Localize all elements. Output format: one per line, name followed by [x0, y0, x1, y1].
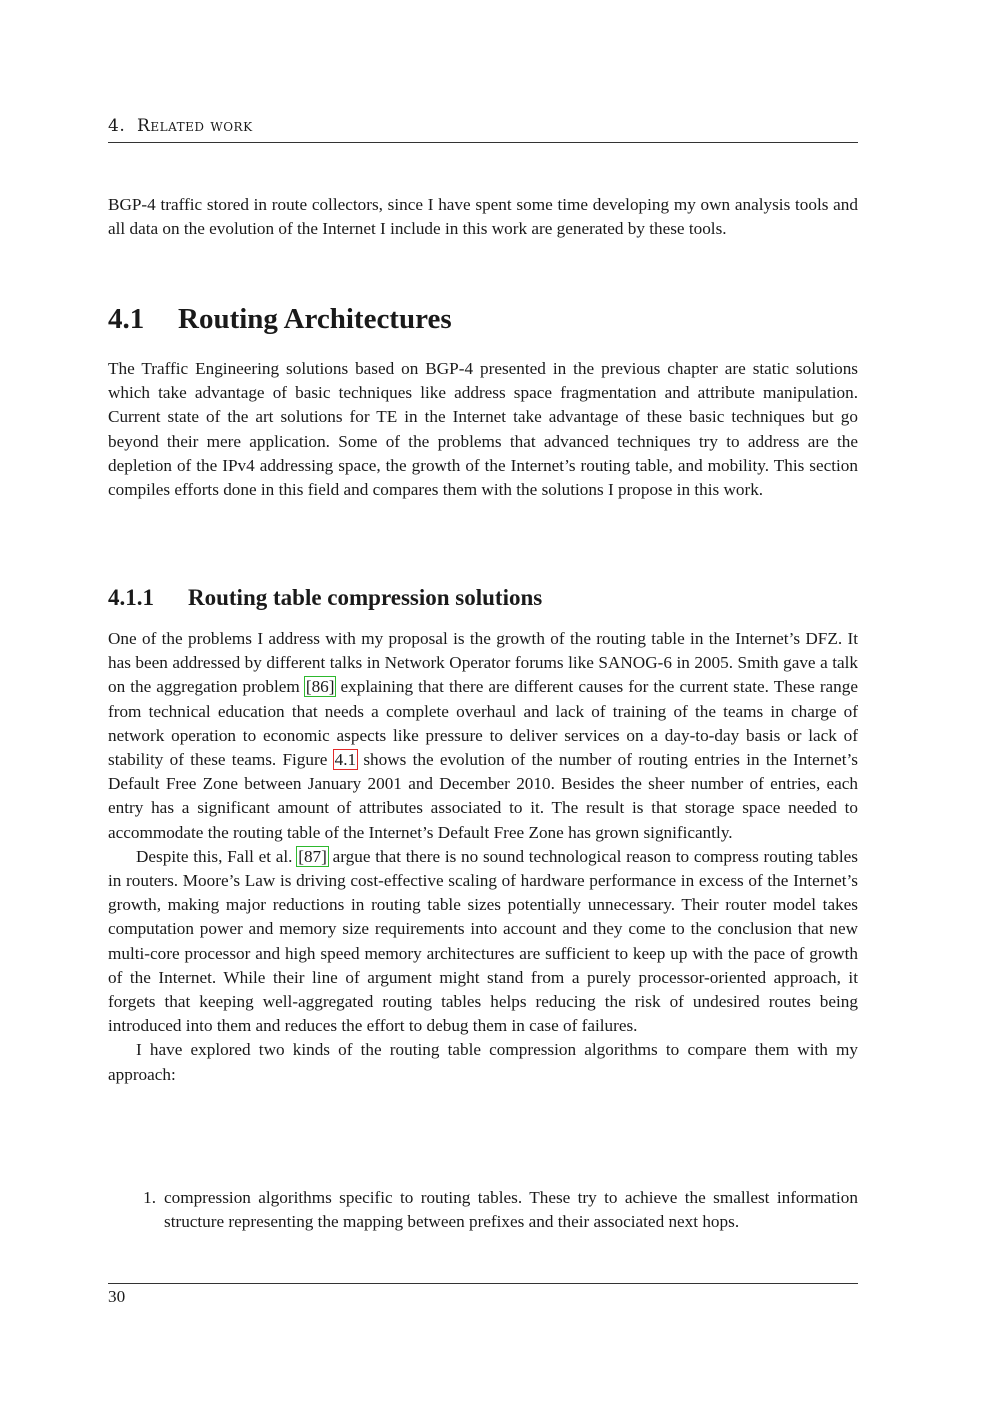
subsection-body	[108, 627, 858, 1087]
chapter-number: 4.	[108, 116, 126, 136]
figure-ref-link[interactable]: 4.1	[334, 750, 357, 770]
page-number: 30	[108, 1287, 126, 1306]
list-marker: 1.	[143, 1188, 156, 1207]
paragraph-1: One of the problems I address with my proposal is the growth of the routing table in the Internet’s DFZ. It has been addressed by different talks in Network Operator forums like SANOG-6 in 2005. Smith gave a talk on the aggregation problem [86] explaining that there are different causes for the current state. These range from technical education that needs a complete overhaul and lack of training of the teams in charge of network operation to economic aspects like pressure to deliver services on a day-to-day basis or lack of stability of these teams. Figure 4.1 shows the evolution of the number of routing entries in the Internet’s Default Free Zone between January 2001 and December 2010. Besides the sheer number of entries, each entry has a significant amount of attributes associated to it. The result is that storage space needed to accommodate the routing table of the Internet’s Default Free Zone has grown significantly.	[108, 629, 858, 842]
subsection-title: Routing table compression solutions	[188, 585, 543, 610]
section-number: 4.1	[108, 303, 145, 335]
citation-link-87[interactable]: [87]	[298, 846, 327, 866]
section-title: Routing Architectures	[178, 303, 452, 335]
list-item	[108, 1186, 858, 1234]
running-header	[108, 116, 858, 143]
section-heading	[108, 303, 452, 336]
subsection-heading	[108, 585, 542, 611]
citation-link-86[interactable]: [86]	[305, 677, 335, 697]
list-item-text: compression algorithms specific to routing tables. These try to achieve the smallest information structure representing the mapping between prefixes and their associated next hops.	[164, 1188, 858, 1232]
subsection-number: 4.1.1	[108, 585, 154, 610]
paragraph-3: I have explored two kinds of the routing table compression algorithms to compare them with my approach:	[108, 1040, 858, 1084]
intro-paragraph: BGP-4 traffic stored in route collectors, since I have spent some time developing my own analysis tools and all data on the evolution of the Internet I include in this work are generated by these tools.	[108, 195, 858, 239]
paragraph-2: Despite this, Fall et al. [87] argue that there is no sound technological reason to compress routing tables in routers. Moore’s Law is driving cost-effective scaling of hardware performance in excess of the Internet’s growth, making major reductions in routing table sizes potentially unnecessary. Their router model takes computation power and memory size requirements into account and they come to the conclusion that new multi-core processor and high speed memory architectures are sufficient to keep up with the pace of growth of the Internet. While their line of argument might stand from a purely processor-oriented approach, it forgets that keeping well-aggregated routing tables helps reducing the risk of undesired routes being introduced into them and reduces the effort to debug them in case of failures.	[108, 846, 858, 1036]
chapter-title: Related work	[137, 116, 253, 136]
numbered-list	[108, 1186, 858, 1234]
section-paragraph: The Traffic Engineering solutions based on BGP-4 presented in the previous chapter are static solutions which take advantage of basic techniques like address space fragmentation and attribute manipulation. Current state of the art solutions for TE in the Internet take advantage of these basic techniques but go beyond their mere application. Some of the problems that advanced techniques try to address are the depletion of the IPv4 addressing space, the growth of the Internet’s routing table, and mobility. This section compiles efforts done in this field and compares them with the solutions I propose in this work.	[108, 359, 858, 500]
page-footer	[108, 1283, 858, 1307]
